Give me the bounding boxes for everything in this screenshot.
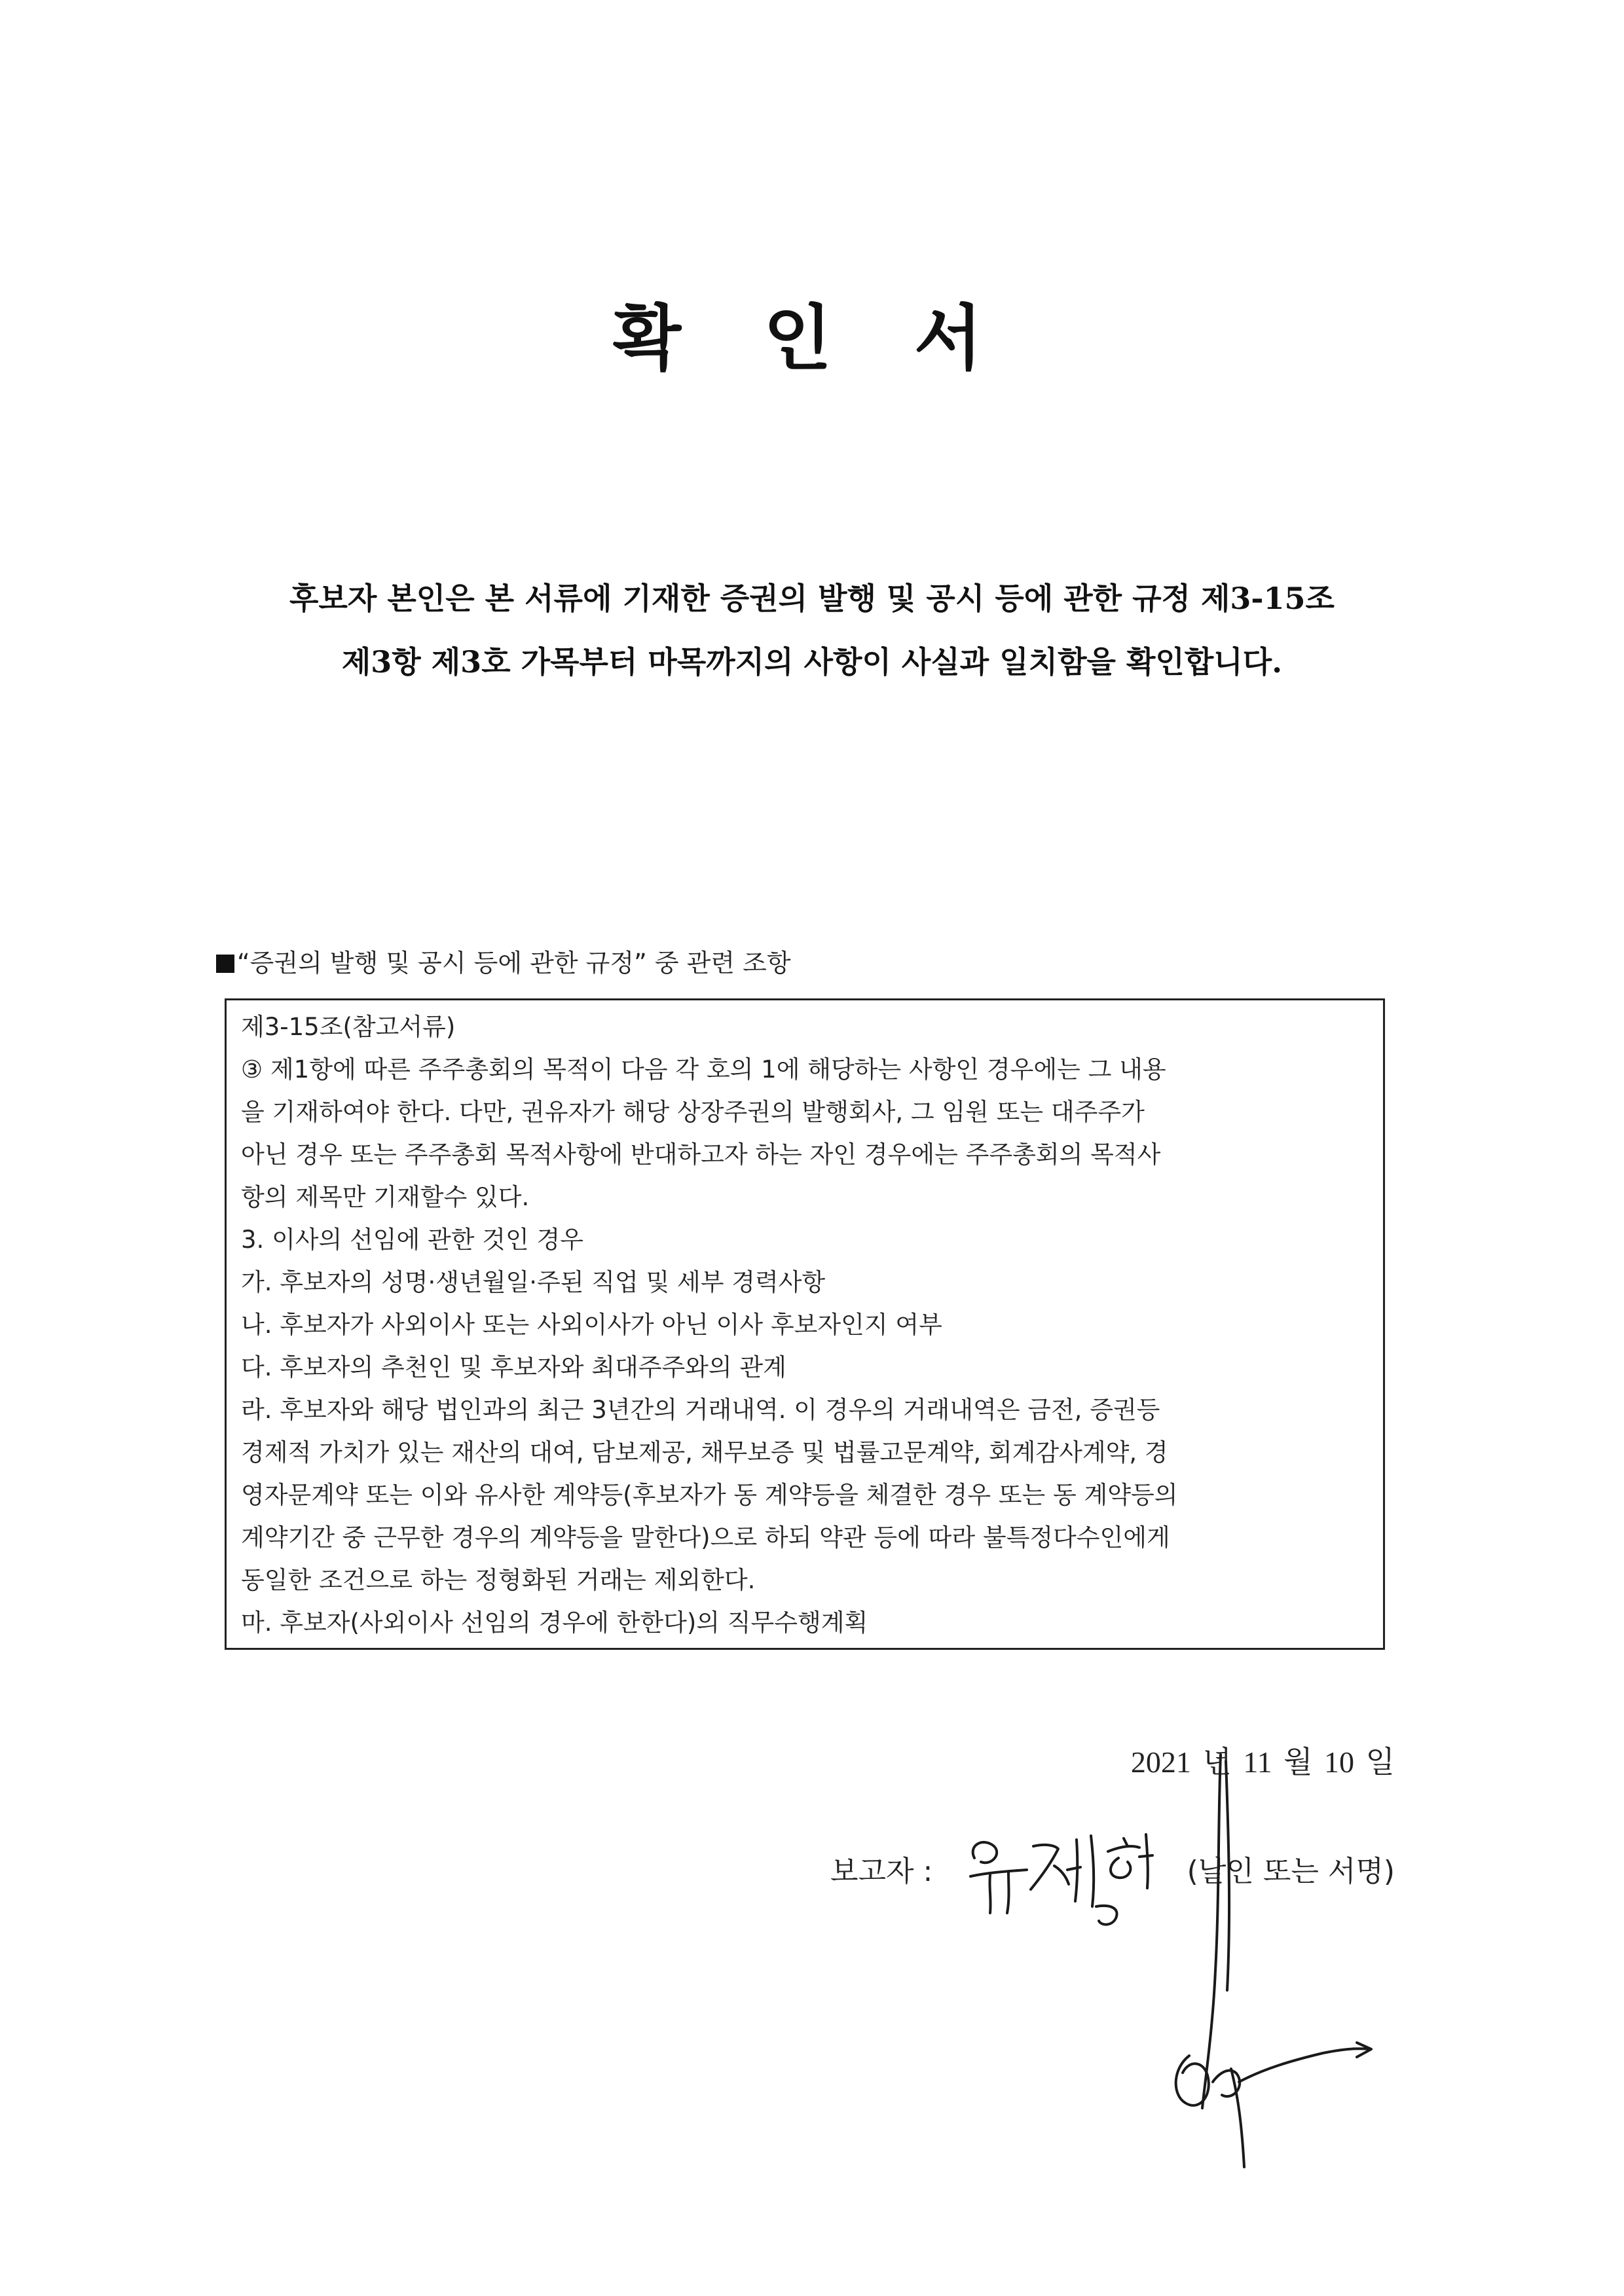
reference-line: 아닌 경우 또는 주주총회 목적사항에 반대하고자 하는 자인 경우에는 주주총회의 목적사 [241,1140,1161,1169]
document-date: 2021 년 11 월 10 일 [1130,1745,1395,1779]
reference-line: 나. 후보자가 사외이사 또는 사외이사가 아닌 이사 후보자인지 여부 [241,1311,942,1339]
sign-note: (날인 또는 서명) [1187,1855,1395,1888]
reference-heading-text: “증권의 발행 및 공시 등에 관한 규정” 중 관련 조항 [237,949,791,977]
reference-line: 계약기간 중 근무한 경우의 계약등을 말한다)으로 하되 약관 등에 따라 불특정다수인에게 [241,1523,1170,1552]
reference-regulation-box [225,998,1385,1650]
reference-line: 가. 후보자의 성명·생년월일·주된 직업 및 세부 경력사항 [241,1268,826,1296]
reference-line: 3. 이사의 선임에 관한 것인 경우 [241,1226,584,1254]
reference-line: 항의 제목만 기재할수 있다. [241,1183,530,1211]
reference-line: 영자문계약 또는 이와 유사한 계약등(후보자가 동 계약등을 체결한 경우 또는 동 계약등의 [241,1481,1178,1509]
black-square-bullet-icon [216,955,234,973]
handwritten-signature [956,1741,1375,2187]
reference-line: 다. 후보자의 추천인 및 후보자와 최대주주와의 관계 [241,1353,786,1381]
reference-line: ③ 제1항에 따른 주주총회의 목적이 다음 각 호의 1에 해당하는 사항인 경우에는 그 내용 [241,1055,1166,1084]
reference-line: 마. 후보자(사외이사 선임의 경우에 한한다)의 직무수행계획 [241,1609,868,1637]
reference-heading [216,943,791,979]
reference-line: 을 기재하여야 한다. 다만, 권유자가 해당 상장주권의 발행회사, 그 임원 또는 대주주가 [241,1098,1145,1126]
reporter-label: 보고자 : [830,1855,933,1888]
reference-line: 경제적 가치가 있는 재산의 대여, 담보제공, 채무보증 및 법률고문계약, 회계감사계약, 경 [241,1438,1168,1467]
confirmation-statement-line-1: 후보자 본인은 본 서류에 기재한 증권의 발행 및 공시 등에 관한 규정 제3-15조 [289,581,1335,616]
reference-line: 동일한 조건으로 하는 정형화된 거래는 제외한다. [241,1566,756,1594]
confirmation-statement-line-2: 제3항 제3호 가목부터 마목까지의 사항이 사실과 일치함을 확인합니다. [341,644,1283,680]
document-title: 확 인 서 [612,297,1012,380]
reference-line: 제3-15조(참고서류) [241,1013,456,1041]
reference-line: 라. 후보자와 해당 법인과의 최근 3년간의 거래내역. 이 경우의 거래내역은 금전, 증권등 [241,1396,1160,1424]
